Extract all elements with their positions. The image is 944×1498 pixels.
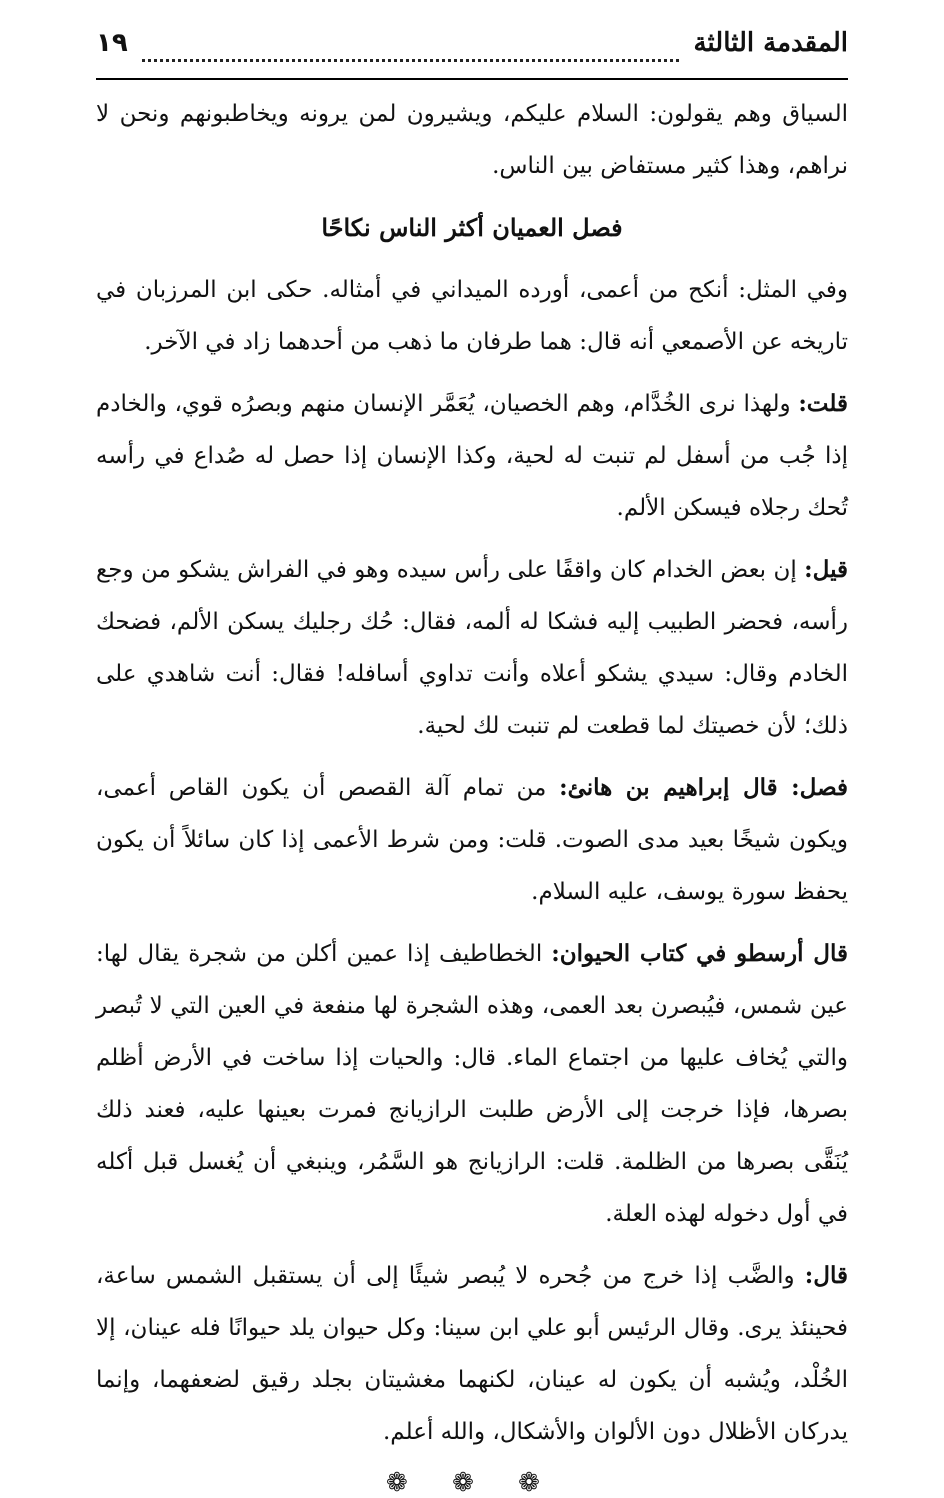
paragraph-text: وفي المثل: أنكح من أعمى، أورده الميداني في أمثاله. حكى ابن المرزبان في تاريخه عن الأصمعي أنه قال: هما طرفان ما ذهب من أحدهما زاد في الآخر. xyxy=(96,277,848,355)
paragraph-qultu xyxy=(96,378,848,534)
paragraph-text: السياق وهم يقولون: السلام عليكم، ويشيرون لمن يرونه ويخاطبونهم ونحن لا نراهم، وهذا كثير مستفاض بين الناس. xyxy=(96,101,848,179)
page-number: ١٩ xyxy=(96,28,128,58)
paragraph-dabb xyxy=(96,1250,848,1458)
section-heading: فصل العميان أكثر الناس نكاحًا xyxy=(321,213,623,242)
section-end-ornament: ❁ ❁ ❁ xyxy=(386,1468,558,1498)
page-body xyxy=(96,88,848,1498)
paragraph-text: من تمام آلة القصص أن يكون القاص أعمى، ويكون شيخًا بعيد مدى الصوت. قلت: ومن شرط الأعمى إذا كان سائلاً أن يكون يحفظ سورة يوسف، عليه السلام. xyxy=(96,775,848,905)
leader-dots xyxy=(142,41,680,62)
running-header xyxy=(96,28,848,80)
chapter-title: المقدمة الثالثة xyxy=(693,28,848,58)
paragraph-text: إن بعض الخدام كان واقفًا على رأس سيده وهو في الفراش يشكو من وجع رأسه، فحضر الطبيب إليه فشكا له ألمه، فقال: حُك رجليك يسكن الألم، فضحك الخادم وقال: سيدي يشكو أعلاه وأنت تداوي أسافله! فقال: أنت شاهدي على ذلك؛ لأن خصيتك لما قطعت لم تنبت لك لحية. xyxy=(96,557,848,739)
paragraph-lead: قال أرسطو في كتاب الحيوان: xyxy=(551,940,848,967)
paragraph-aristotle xyxy=(96,928,848,1240)
paragraph-lead: فصل: قال إبراهيم بن هانئ: xyxy=(559,774,849,801)
paragraph-continuation xyxy=(96,88,848,192)
paragraph-proverb xyxy=(96,264,848,368)
paragraph-lead: قال: xyxy=(804,1262,848,1289)
paragraph-text: والضَّب إذا خرج من جُحره لا يُبصر شيئًا إلى أن يستقبل الشمس ساعة، فحينئذ يرى. وقال الرئيس أبو علي ابن سينا: وكل حيوان يلد حيوانًا فله عينان، إلا الخُلْد، ويُشبه أن يكون له عينان، لكنهما مغشيتان بجلد رقيق لضعفهما، وإنما يدركان الأظلال دون الألوان والأشكال، والله أعلم. xyxy=(96,1263,848,1445)
paragraph-qila xyxy=(96,544,848,752)
paragraph-lead: قيل: xyxy=(804,556,848,583)
paragraph-text: ولهذا نرى الخُدَّام، وهم الخصيان، يُعَمَّر الإنسان منهم وبصرُه قوي، والخادم إذا جُب من أسفل لم تنبت له لحية، وكذا الإنسان إذا حصل له صُداع في رأسه تُحك رجلاه فيسكن الألم. xyxy=(96,391,848,521)
paragraph-lead: قلت: xyxy=(798,390,848,417)
paragraph-text: الخطاطيف إذا عمين أكلن من شجرة يقال لها: عين شمس، فيُبصرن بعد العمى، وهذه الشجرة لها منفعة في العين التي لا تُبصر والتي يُخاف عليها من اجتماع الماء. قال: والحيات إذا ساخت في الأرض أظلم بصرها، فإذا خرجت إلى الأرض طلبت الرازيانج فمرت بعينها عليه، فعند ذلك يُنَقَّى بصرها من الظلمة. قلت: الرازيانج هو السَّمُر، وينبغي أن يُغسل قبل أكله في أول دخوله لهذه العلة. xyxy=(96,941,848,1227)
paragraph-ibrahim xyxy=(96,762,848,918)
